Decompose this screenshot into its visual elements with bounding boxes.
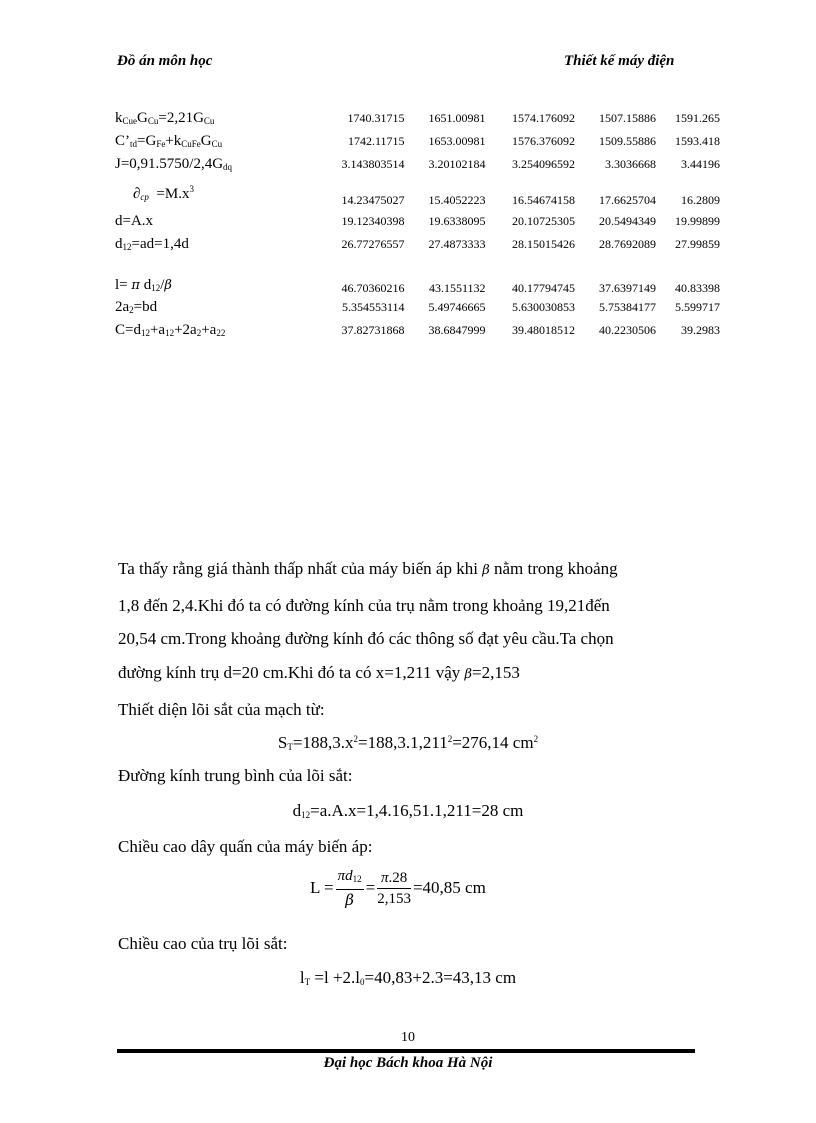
cell: 1653.00981 (428, 134, 486, 148)
equals: = (365, 878, 376, 897)
formula-winding-height (310, 866, 486, 910)
cell: 3.20102184 (428, 157, 486, 171)
cell: 3.3036668 (605, 157, 657, 171)
row-label: d=A.x (115, 213, 154, 229)
cell: 16.2809 (681, 193, 720, 207)
cell: 40.2230506 (599, 323, 657, 337)
table-row (115, 130, 720, 153)
table-row (115, 153, 720, 176)
paragraph-line-4 (118, 663, 520, 683)
text: L = (310, 878, 334, 897)
denominator: 2,153 (377, 890, 411, 907)
cell: 40.17794745 (512, 281, 576, 295)
table-row (115, 210, 720, 233)
formula-core-height: $l_T =l +2.l_0=40,83+2.3=43,13$ cm (299, 968, 517, 987)
cell: 27.99859 (675, 237, 720, 251)
cell: 3.254096592 (512, 157, 576, 171)
cell: 19.12340398 (341, 214, 405, 228)
cell: 28.7692089 (599, 237, 657, 251)
cell: 1740.31715 (347, 111, 405, 125)
cell: 43.1551132 (428, 281, 486, 295)
cell: 39.2983 (681, 323, 720, 337)
cell: 28.15015426 (512, 237, 576, 251)
footer-rule (117, 1049, 695, 1053)
cell: 38.6847999 (428, 323, 486, 337)
calculation-table (115, 107, 720, 342)
text: đường kính trụ d=20 cm.Khi đó ta có x=1,211 vậy (118, 663, 461, 682)
cell: 17.6625704 (599, 193, 657, 207)
beta-symbol: β (482, 563, 490, 578)
row-label: $C=d_{12}+a_{12}+2a_2+a_{22}$ (115, 322, 226, 338)
table-row (115, 256, 720, 296)
cell: 5.49746665 (428, 300, 486, 314)
cell: 5.599717 (675, 300, 720, 314)
section-title-core-height: Chiều cao của trụ lõi sắt: (118, 934, 288, 953)
formula-cross-section: $S_T=188,3.x^2=188,3.1,211^2=276,14$ $cm^2$ (277, 733, 539, 752)
cell: 14.23475027 (341, 193, 405, 207)
row-label: $d_{12}=ad=1,4d$ (115, 236, 189, 252)
cell: 20.5494349 (599, 214, 657, 228)
cell: 3.143803514 (341, 157, 405, 171)
cell: 39.48018512 (512, 323, 576, 337)
cell: 5.354553114 (341, 300, 405, 314)
text: Ta thấy rằng giá thành thấp nhất của máy biến áp khi (118, 559, 478, 578)
cell: 3.44196 (681, 157, 720, 171)
cell: 26.77276557 (341, 237, 405, 251)
cell: 1574.176092 (512, 111, 576, 125)
beta-symbol: β (464, 667, 472, 682)
row-label: $C’_{td}=G_{Fe}+k_{CuFe}G_{Cu}$ (115, 133, 223, 149)
row-label: $k_{Cue}G_{Cu}=2,21G_{Cu}$ (115, 110, 215, 126)
cell: 19.6338095 (428, 214, 486, 228)
page-number: 10 (401, 1030, 415, 1045)
table-row (115, 107, 720, 130)
header-right: Thiết kế máy điện (564, 53, 675, 69)
table-row (115, 319, 720, 342)
numerator: $\pi d_{12}$ (336, 866, 364, 890)
paragraph-line-3: 20,54 cm.Trong khoảng đường kính đó các thông số đạt yêu cầu.Ta chọn (118, 629, 614, 648)
cell: 1576.376092 (512, 134, 576, 148)
row-label: l= π $d_{12}/\beta$ (115, 277, 172, 293)
table-row (115, 233, 720, 256)
cell: 37.82731868 (341, 323, 405, 337)
row-label: $\partial_{cp} =M.x^3$ (133, 183, 194, 202)
cell: 16.54674158 (512, 193, 576, 207)
cell: 5.630030853 (512, 300, 576, 314)
row-label: $J=0,91.5750/2,4G_{dq}$ (115, 156, 233, 172)
cell: 40.83398 (675, 281, 720, 295)
cell: 1591.265 (675, 111, 720, 125)
cell: 1651.00981 (428, 111, 486, 125)
paragraph-line-1 (118, 559, 618, 579)
table-row (115, 176, 720, 210)
table-row (115, 296, 720, 319)
cell: 46.70360216 (341, 281, 405, 295)
section-title-mean-diameter: Đường kính trung bình của lõi sắt: (118, 766, 353, 785)
text: =2,153 (472, 663, 520, 682)
cell: 19.99899 (675, 214, 720, 228)
text: =40,85 cm (412, 878, 486, 897)
paragraph-line-2: 1,8 đến 2,4.Khi đó ta có đường kính của trụ nằm trong khoảng 19,21đến (118, 596, 610, 615)
section-title-cross-section: Thiết diện lõi sắt của mạch từ: (118, 700, 325, 719)
numerator: π.28 (377, 868, 411, 889)
cell: 1507.15886 (599, 111, 657, 125)
cell: 15.4052223 (428, 193, 486, 207)
fraction (377, 868, 411, 909)
header-left: Đồ án môn học (117, 53, 213, 69)
section-title-winding-height: Chiều cao dây quấn của máy biến áp: (118, 837, 373, 856)
row-label: $2a_2=bd$ (115, 299, 158, 315)
cell: 1742.11715 (347, 134, 405, 148)
fraction (336, 866, 364, 910)
cell: 1593.418 (675, 134, 720, 148)
footer-text: Đại học Bách khoa Hà Nội (323, 1055, 493, 1071)
cell: 20.10725305 (512, 214, 576, 228)
formula-mean-diameter: $d_{12}=a.A.x=1,4.16,51.1,211=28$ cm (292, 801, 524, 820)
cell: 27.4873333 (428, 237, 486, 251)
text: nằm trong khoảng (493, 559, 618, 578)
cell: 37.6397149 (599, 281, 657, 295)
cell: 1509.55886 (599, 134, 657, 148)
cell: 5.75384177 (599, 300, 657, 314)
denominator: β (345, 891, 354, 909)
